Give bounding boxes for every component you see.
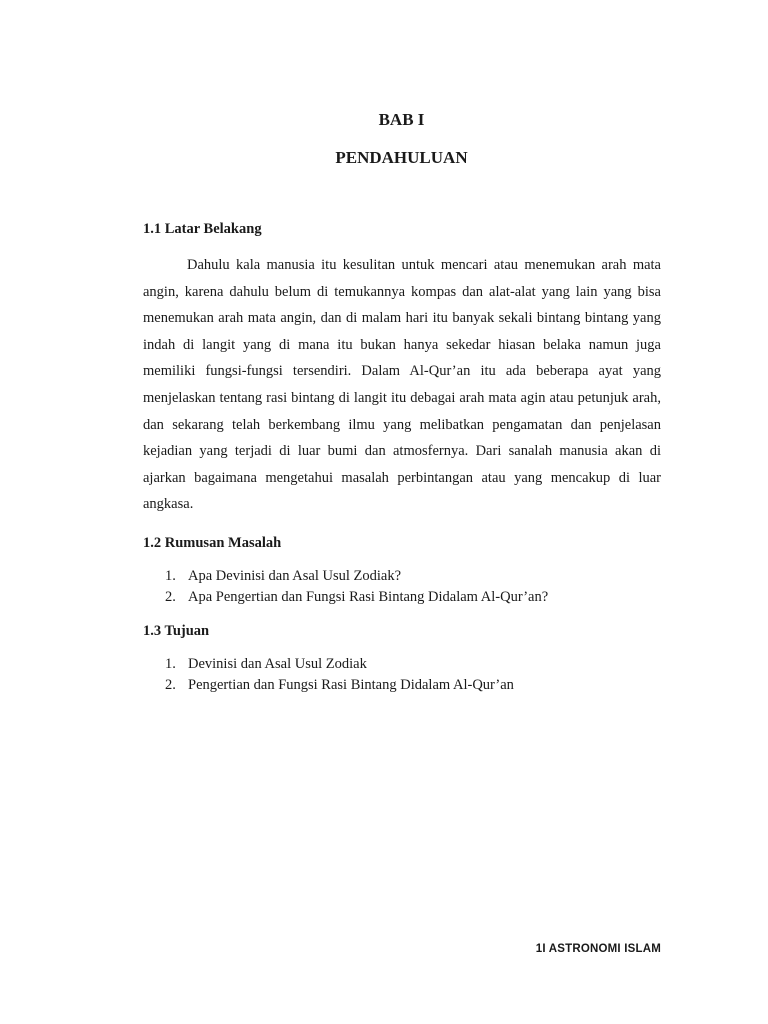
goals-list [143, 654, 514, 696]
list-number: 2. [165, 677, 176, 693]
list-text: Pengertian dan Fungsi Rasi Bintang Didalam Al-Qur’an [188, 677, 514, 693]
section-heading-background: 1.1 Latar Belakang [143, 221, 262, 237]
section-heading-goals: 1.3 Tujuan [143, 623, 210, 639]
list-text: Devinisi dan Asal Usul Zodiak [188, 656, 367, 672]
list-item [143, 566, 548, 587]
list-text: Apa Devinisi dan Asal Usul Zodiak? [188, 568, 402, 584]
list-text: Apa Pengertian dan Fungsi Rasi Bintang Didalam Al-Qur’an? [188, 589, 549, 605]
page-footer: 1I ASTRONOMI ISLAM [535, 943, 661, 955]
problem-list [143, 566, 548, 608]
background-paragraph: Dahulu kala manusia itu kesulitan untuk mencari atau menemukan arah mata angin, karena dahulu belum di temukannya kompas dan alat-alat yang lain yang bisa menemukan arah mata angin, dan di malam hari itu banyak sekali bintang bintang yang indah di langit yang di mana itu bukan hanya sekedar hiasan belaka namun juga memiliki fungsi-fungsi tersendiri. Dalam Al-Qur’an itu ada beberapa ayat yang menjelaskan tentang rasi bintang di langit itu debagai arah mata agin atau petunjuk arah, dan sekarang telah berkembang ilmu yang melibatkan pengamatan dan penjelasan kejadian yang terjadi di luar bumi dan atmosfernya. Dari sanalah manusia akan di ajarkan bagaimana mengetahui masalah perbintangan atau yang mencakup di luar angkasa. [143, 257, 661, 513]
section-heading-problem: 1.2 Rumusan Masalah [143, 535, 282, 551]
chapter-number: BAB I [378, 110, 425, 129]
list-number: 1. [165, 656, 176, 672]
list-item [143, 654, 514, 675]
list-number: 1. [165, 568, 176, 584]
list-item [143, 587, 548, 608]
list-item [143, 675, 514, 696]
chapter-title: PENDAHULUAN [335, 148, 468, 167]
list-number: 2. [165, 589, 176, 605]
